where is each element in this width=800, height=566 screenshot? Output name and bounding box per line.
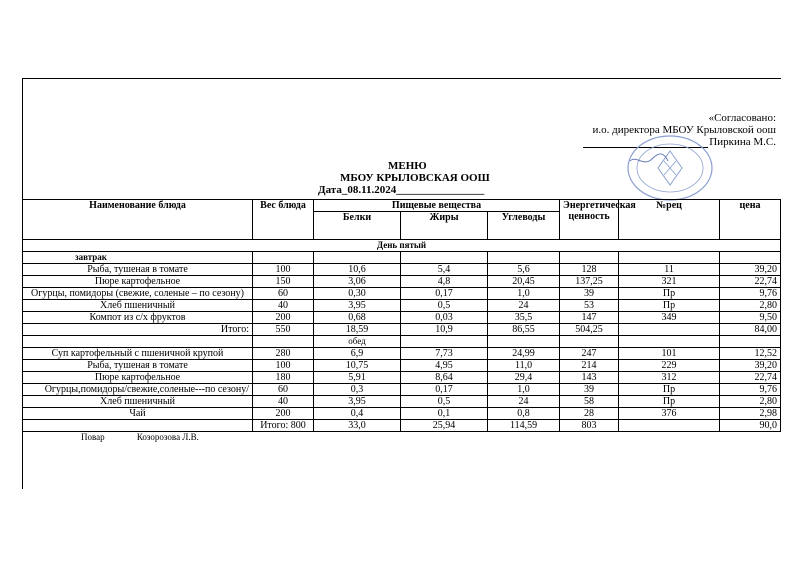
col-header-price: цена [720,200,781,240]
lunch-total-proteins: 33,0 [314,420,401,432]
cell-name: Рыба, тушеная в томате [23,360,253,372]
cell-proteins: 5,91 [314,372,401,384]
approval-line-1: «Согласовано: [708,112,776,124]
cell-fats: 4,8 [401,276,488,288]
cell-weight: 60 [253,384,314,396]
cell-recipe: Пр [619,384,720,396]
table-row [23,384,781,396]
cell-price: 2,80 [720,300,781,312]
cell-price: 9,76 [720,384,781,396]
table-row [23,360,781,372]
cell-carbs: 5,6 [488,264,560,276]
breakfast-total-recipe [619,324,720,336]
table-row [23,372,781,384]
breakfast-total-weight: 550 [253,324,314,336]
cell-price: 9,50 [720,312,781,324]
cell-energy: 58 [560,396,619,408]
breakfast-total-proteins: 18,59 [314,324,401,336]
cell-fats: 5,4 [401,264,488,276]
cell-price: 39,20 [720,360,781,372]
cell-carbs: 20,45 [488,276,560,288]
col-header-carbs: Углеводы [488,212,560,240]
cell-proteins: 3,95 [314,396,401,408]
lunch-total-row [23,420,781,432]
breakfast-total-energy: 504,25 [560,324,619,336]
cell-carbs: 1,0 [488,384,560,396]
breakfast-rows [23,264,781,324]
cell-recipe: Пр [619,396,720,408]
approval-line-2: и.о. директора МБОУ Крыловской оош [592,124,776,136]
cell-fats: 0,17 [401,288,488,300]
breakfast-total-carbs: 86,55 [488,324,560,336]
table-row [23,264,781,276]
cell-carbs: 29,4 [488,372,560,384]
lunch-label-row [23,336,781,348]
cell-weight: 200 [253,408,314,420]
table-row [23,300,781,312]
breakfast-label: завтрак [23,252,253,264]
cell-energy: 137,25 [560,276,619,288]
cell-weight: 100 [253,264,314,276]
lunch-total-label: Итого: 800 [253,420,314,432]
cell-name: Пюре картофельное [23,276,253,288]
cell-energy: 128 [560,264,619,276]
cell-name: Компот из с/х фруктов [23,312,253,324]
cell-weight: 40 [253,300,314,312]
cell-energy: 214 [560,360,619,372]
cell-fats: 0,17 [401,384,488,396]
cell-energy: 143 [560,372,619,384]
menu-title: МЕНЮ [388,160,427,172]
cell-name: Хлеб пшеничный [23,396,253,408]
cell-name: Пюре картофельное [23,372,253,384]
cell-carbs: 24,99 [488,348,560,360]
col-header-name: Наименование блюда [23,200,253,240]
table-header-row [23,200,781,212]
lunch-label: обед [314,336,401,348]
cell-price: 39,20 [720,264,781,276]
cell-energy: 39 [560,384,619,396]
cell-carbs: 0,8 [488,408,560,420]
lunch-total-fats: 25,94 [401,420,488,432]
day-label: День пятый [23,240,781,252]
school-name: МБОУ КРЫЛОВСКАЯ ООШ [340,172,490,184]
cell-recipe: Пр [619,288,720,300]
cell-name: Огурцы,помидоры/свежие,соленые---по сезону/ [23,384,253,396]
cell-fats: 0,5 [401,300,488,312]
cell-fats: 7,73 [401,348,488,360]
cell-energy: 247 [560,348,619,360]
cell-proteins: 6,9 [314,348,401,360]
cell-weight: 280 [253,348,314,360]
breakfast-total-label: Итого: [23,324,253,336]
breakfast-label-row [23,252,781,264]
stamp-seal [624,133,716,203]
cell-name: Чай [23,408,253,420]
cell-energy: 147 [560,312,619,324]
cell-name: Хлеб пшеничный [23,300,253,312]
cell-recipe: Пр [619,300,720,312]
footer-cell [23,432,781,444]
col-header-weight: Вес блюда [253,200,314,240]
col-header-fats: Жиры [401,212,488,240]
cell-fats: 0,5 [401,396,488,408]
cell-fats: 0,1 [401,408,488,420]
cell-carbs: 24 [488,300,560,312]
breakfast-total-fats: 10,9 [401,324,488,336]
table-row [23,276,781,288]
lunch-total-recipe [619,420,720,432]
table-row [23,288,781,300]
cell-price: 2,80 [720,396,781,408]
col-header-proteins: Белки [314,212,401,240]
table-row [23,312,781,324]
cell-price: 2,98 [720,408,781,420]
cell-proteins: 10,6 [314,264,401,276]
cell-weight: 40 [253,396,314,408]
cell-weight: 150 [253,276,314,288]
cell-price: 22,74 [720,372,781,384]
cell-proteins: 3,95 [314,300,401,312]
cell-energy: 28 [560,408,619,420]
cell-carbs: 35,5 [488,312,560,324]
cell-proteins: 0,68 [314,312,401,324]
lunch-rows [23,348,781,420]
cell-name: Огурцы, помидоры (свежие, соленые – по сезону) [23,288,253,300]
cell-recipe: 229 [619,360,720,372]
breakfast-total-row [23,324,781,336]
cell-carbs: 24 [488,396,560,408]
footer-row [23,432,781,444]
cell-fats: 4,95 [401,360,488,372]
cell-proteins: 0,30 [314,288,401,300]
cell-recipe: 312 [619,372,720,384]
table-row [23,396,781,408]
col-header-energy: Энергетическая ценность [560,200,619,240]
cell-price: 9,76 [720,288,781,300]
cell-energy: 53 [560,300,619,312]
cell-price: 12,52 [720,348,781,360]
cell-weight: 60 [253,288,314,300]
cell-proteins: 10,75 [314,360,401,372]
cell-recipe: 321 [619,276,720,288]
lunch-total-energy: 803 [560,420,619,432]
col-header-nutrients: Пищевые вещества [314,200,560,212]
cook-name: Козорозова Л.В. [136,431,199,442]
cell-recipe: 349 [619,312,720,324]
table-row [23,348,781,360]
col-header-recipe: №рец [619,200,720,240]
cell-fats: 0,03 [401,312,488,324]
cell-name: Рыба, тушеная в томате [23,264,253,276]
cell-recipe: 376 [619,408,720,420]
cell-weight: 180 [253,372,314,384]
cell-carbs: 11,0 [488,360,560,372]
lunch-total-price: 90,0 [720,420,781,432]
cell-energy: 39 [560,288,619,300]
cell-weight: 100 [253,360,314,372]
cell-fats: 8,64 [401,372,488,384]
day-row [23,240,781,252]
cell-weight: 200 [253,312,314,324]
menu-date: Дата_08.11.2024________________ [318,184,485,196]
cook-label: Повар [81,431,105,442]
cell-carbs: 1,0 [488,288,560,300]
cell-name: Суп картофельный с пшеничной крупой [23,348,253,360]
cell-proteins: 0,3 [314,384,401,396]
lunch-total-carbs: 114,59 [488,420,560,432]
cell-recipe: 101 [619,348,720,360]
cell-recipe: 11 [619,264,720,276]
breakfast-total-price: 84,00 [720,324,781,336]
approval-line-3: Пиркина М.С. [709,136,776,148]
menu-table [22,199,781,443]
cell-proteins: 3,06 [314,276,401,288]
cell-price: 22,74 [720,276,781,288]
table-row [23,408,781,420]
cell-proteins: 0,4 [314,408,401,420]
